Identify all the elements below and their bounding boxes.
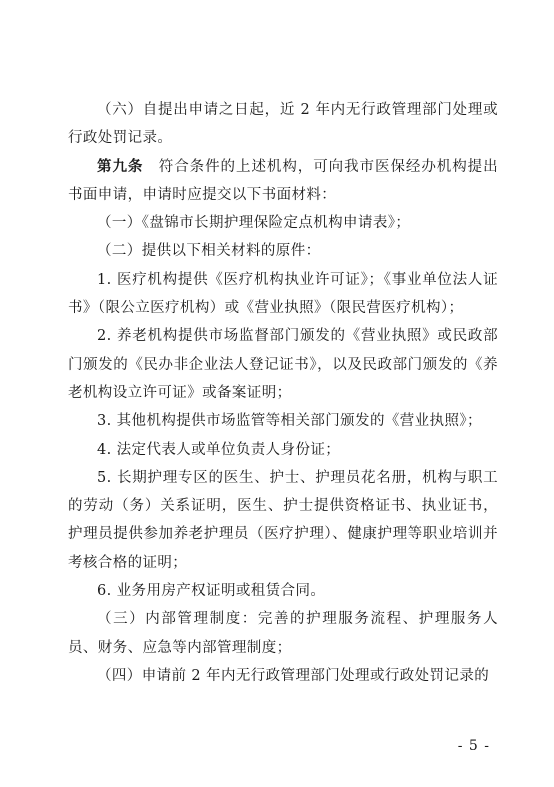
- list-item-2: 2. 养老机构提供市场监督部门颁发的《营业执照》或民政部门颁发的《民办非企业法人登记证书》，以及民政部门颁发的《养老机构设立许可证》或备案证明；: [68, 328, 498, 401]
- article-number: 第九条: [97, 157, 144, 175]
- paragraph-item-6: （六）自提出申请之日起，近 2 年内无行政管理部门处理或行政处罚记录。: [68, 102, 498, 147]
- list-item-1: 1. 医疗机构提供《医疗机构执业许可证》；《事业单位法人证书》（限公立医疗机构）或《营业执照》（限民营医疗机构）；: [68, 271, 498, 317]
- paragraph-item-3: （三）内部管理制度：完善的护理服务流程、护理服务人员、财务、应急等内部管理制度；: [68, 611, 498, 656]
- list-item-3: 3. 其他机构提供市场监管等相关部门颁发的《营业执照》；: [97, 413, 482, 430]
- page-number: - 5 -: [457, 738, 490, 754]
- body-text: [68, 96, 498, 690]
- list-item-6: 6. 业务用房产权证明或租赁合同。: [97, 583, 326, 600]
- paragraph-item-4: （四）申请前 2 年内无行政管理部门处理或行政处罚记录的: [97, 667, 490, 684]
- paragraph-item-1: （一）《盘锦市长期护理保险定点机构申请表》；: [97, 215, 411, 232]
- article-9: 第九条 符合条件的上述机构，可向我市医保经办机构提出书面申请，申请时应提交以下书面材料：: [68, 157, 499, 203]
- list-item-5: 5. 长期护理专区的医生、护士、护理员花名册，机构与职工的劳动（务）关系证明，医生、护士提供资格证书、执业证书，护理员提供参加养老护理员（医疗护理）、健康护理等职业培训并考核合格的证明；: [68, 469, 498, 571]
- list-item-4: 4. 法定代表人或单位负责人身份证；: [97, 441, 341, 458]
- paragraph-item-2: （二）提供以下相关材料的原件：: [97, 243, 321, 260]
